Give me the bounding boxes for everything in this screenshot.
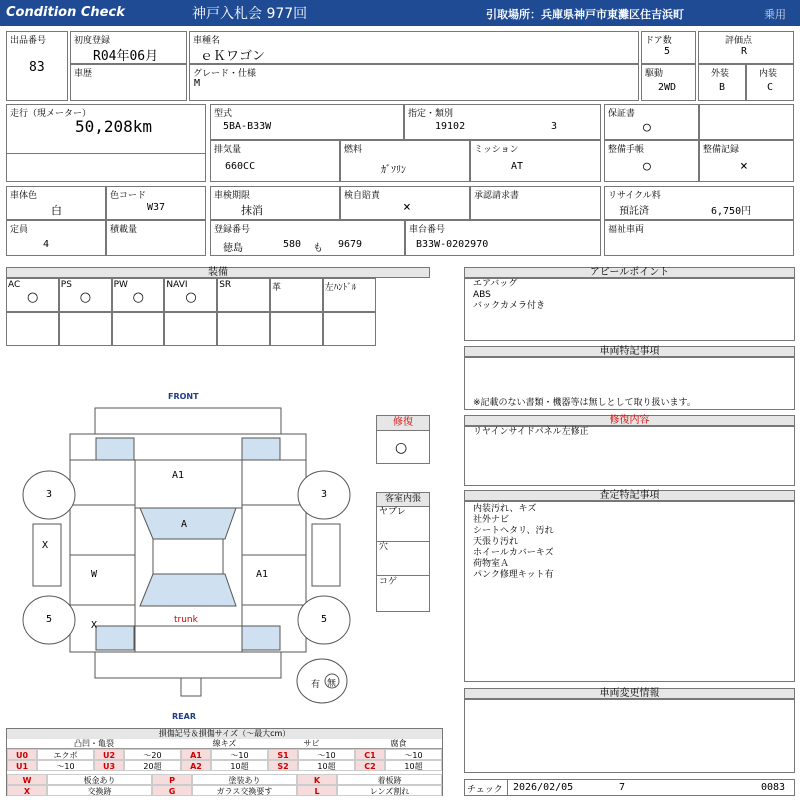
transmission-label: ミッション [474, 145, 519, 155]
header-bar [0, 0, 800, 26]
drive-cell [641, 64, 696, 101]
repair-box [376, 415, 430, 464]
interior-cell [746, 64, 794, 101]
maintenance-book-label: 整備手帳 [608, 145, 645, 155]
reg-kana: も [313, 243, 323, 254]
rear-plate [181, 678, 201, 696]
rear-left-damage: X [91, 620, 98, 631]
left-mirror-damage: X [42, 540, 49, 551]
legend-code: U2 [94, 749, 124, 760]
legend-code: U0 [7, 749, 37, 760]
recycle-cell [604, 186, 794, 220]
legend-mark-code: W [7, 774, 47, 785]
designation-label: 指定・類別 [408, 109, 454, 119]
appeal-line: エアバッグ [473, 279, 518, 289]
equipment-item-pw [112, 278, 165, 312]
cabin-box [376, 492, 430, 612]
body-color-cell [6, 186, 106, 220]
legend-group: 線キズ [181, 739, 268, 749]
inspection-line: 内装汚れ、キズ [473, 504, 537, 514]
equipment-item-革 [270, 278, 323, 312]
legend-mark-code: P [152, 774, 192, 785]
legend-code: S1 [268, 749, 298, 760]
legend-desc: 10超 [385, 760, 442, 771]
front-left-light [96, 438, 134, 460]
cabin-title: 客室内張 [377, 493, 429, 507]
inspection-line: ホイールカバーキズ [473, 548, 554, 558]
body-color-label: 車体色 [10, 191, 38, 201]
special-notes-title: 車両特記事項 [464, 346, 795, 357]
approval-cell [470, 186, 601, 220]
right-rear-door [242, 555, 306, 605]
chassis-number-label: 車台番号 [409, 225, 446, 235]
first-registration-cell [70, 31, 187, 64]
warranty-extra-cell [699, 104, 794, 140]
right-front-door [242, 505, 306, 555]
chassis-number-cell [405, 220, 601, 256]
cabin-item-tear: ヤブレ [379, 507, 406, 517]
legend-code: U3 [94, 760, 124, 771]
legend-group: 凸凹・亀裂 [7, 739, 181, 749]
mileage: 50,208km [75, 117, 153, 136]
left-rear-door-damage: W [91, 569, 98, 580]
reg-number: 9679 [338, 239, 363, 250]
front-label: FRONT [168, 392, 199, 401]
legend-mark-code: L [297, 785, 337, 796]
appeal-line: ABS [473, 290, 491, 300]
equipment-item-navi [164, 278, 217, 312]
rear-left-light [96, 626, 134, 650]
use-type: 乗用 [764, 8, 786, 21]
legend-code: S2 [268, 760, 298, 771]
legend-mark-desc: レンズ割れ [337, 785, 442, 796]
equipment-blank [112, 312, 165, 346]
lot-number-cell [6, 31, 68, 101]
hood-damage: A1 [172, 470, 185, 481]
appeal-box [464, 278, 795, 341]
body-color: 白 [51, 204, 62, 217]
legend-group: 腐食 [355, 739, 442, 749]
left-mirror [33, 524, 61, 586]
recycle-fee: 6,750円 [711, 206, 752, 217]
legend-desc: 〜10 [211, 749, 268, 760]
tax-cell [340, 186, 470, 220]
legend-desc: エクボ [37, 749, 94, 760]
displacement-label: 排気量 [214, 145, 242, 155]
rating-cell [698, 31, 794, 64]
equipment-label: 革 [272, 283, 282, 293]
legend-desc: 10超 [211, 760, 268, 771]
special-notes-text: ※記載のない書類・機器等は無しとして取り扱います。 [473, 398, 696, 408]
legend-desc: 〜10 [37, 760, 94, 771]
legend-desc: 〜20 [124, 749, 181, 760]
equipment-blank [6, 312, 59, 346]
designation-cell [404, 104, 601, 140]
tax-label: 検自賠責 [344, 191, 381, 201]
checker: 7 [619, 782, 626, 793]
equipment-label: NAVI [166, 280, 188, 290]
doors-label: ドア数 [645, 36, 672, 46]
history-label: 車歴 [74, 69, 93, 79]
maintenance-book: ○ [643, 159, 651, 174]
tire-rl-grade: 5 [46, 614, 53, 625]
fuel-cell [340, 140, 470, 182]
legend-mark-desc: 着板跡 [337, 774, 442, 785]
first-registration: R04年06月 [93, 49, 159, 64]
repair-title: 修復 [377, 416, 429, 431]
warranty: ○ [643, 120, 651, 135]
legend-mark-desc: 塗装あり [192, 774, 297, 785]
maintenance-record-cell [699, 140, 794, 182]
legend-mark-desc: 板金あり [47, 774, 152, 785]
model: 5BA-B33W [223, 121, 272, 132]
welfare-label: 福祉車両 [608, 225, 645, 235]
model-cell [210, 104, 404, 140]
doors-cell [641, 31, 696, 64]
grade: M [194, 78, 201, 89]
legend-title: 損傷記号＆損傷サイズ（〜最大cm） [7, 729, 442, 739]
legend-grid [7, 739, 442, 796]
equipment-blank [323, 312, 376, 346]
maintenance-book-cell [604, 140, 699, 182]
designation-b: 3 [551, 121, 558, 132]
transmission-cell [470, 140, 601, 182]
designation-a: 19102 [435, 121, 466, 132]
windshield [140, 508, 236, 539]
equipment-item-ps [59, 278, 112, 312]
color-code: W37 [147, 202, 166, 213]
repair-value: ○ [395, 440, 408, 456]
rating: R [741, 46, 748, 57]
cabin-item-burn: コゲ [379, 577, 398, 587]
tire-fl-grade: 3 [46, 489, 53, 500]
change-info-title: 車両変更情報 [464, 688, 795, 699]
repair-content-title: 修復内容 [464, 415, 795, 426]
car-name: ｅＫワゴン [200, 49, 266, 64]
equipment-title: 装備 [6, 267, 430, 278]
car-name-label: 車種名 [193, 36, 221, 46]
inspection-line: シートヘタリ、汚れ [473, 526, 554, 536]
cabin-item-hole: 穴 [379, 542, 389, 552]
equipment-label: 左ﾊﾝﾄﾞﾙ [324, 283, 357, 293]
legend-mark-desc: 交換跡 [47, 785, 152, 796]
left-front-fender [70, 460, 135, 505]
legend-desc: 〜10 [385, 749, 442, 760]
equipment-item-ac [6, 278, 59, 312]
exterior-label: 外装 [711, 69, 730, 79]
mileage-label: 走行（現メーター） [10, 109, 92, 119]
equipment-blank [164, 312, 217, 346]
left-front-door [70, 505, 135, 555]
hood-panel [135, 460, 242, 508]
first-registration-label: 初度登録 [74, 36, 111, 46]
legend-code: A2 [181, 760, 211, 771]
equipment-table [6, 278, 430, 346]
displacement-cell [210, 140, 340, 182]
legend-desc: 10超 [298, 760, 355, 771]
reg-region: 徳島 [223, 243, 243, 254]
interior: C [767, 82, 774, 93]
change-info-box [464, 699, 795, 773]
damage-legend [6, 728, 443, 796]
inspection-title: 査定特記事項 [464, 490, 795, 501]
drive: 2WD [658, 82, 677, 93]
registration-number-label: 登録番号 [214, 225, 251, 235]
inspection-line: 天張り汚れ [473, 537, 519, 547]
legend-group: サビ [268, 739, 355, 749]
inspection-expiry-label: 車検期限 [214, 191, 251, 201]
equipment-label: AC [8, 280, 21, 290]
header-left-title: Condition Check [6, 5, 125, 20]
equipment-label: PW [113, 280, 128, 290]
warranty-label: 保証書 [608, 109, 636, 119]
displacement: 660CC [225, 161, 256, 172]
repair-content-box [464, 426, 795, 486]
car-diagram [0, 388, 370, 723]
header-center-title: 神戸入札会 977回 [192, 6, 308, 22]
roof-inner [153, 539, 223, 574]
tire-fr-grade: 3 [321, 489, 328, 500]
legend-mark-code: G [152, 785, 192, 796]
equipment-value: ○ [27, 290, 39, 305]
inspection-box [464, 501, 795, 682]
check-label: チェック [467, 785, 503, 795]
lot-number-label: 出品番号 [10, 36, 47, 46]
equipment-label: PS [60, 280, 72, 290]
legend-code: U1 [7, 760, 37, 771]
trunk-label: trunk [174, 615, 198, 625]
rear-glass [140, 574, 236, 606]
rating-label: 評価点 [725, 36, 753, 46]
check-footer [464, 779, 795, 796]
rear-label: REAR [172, 712, 196, 721]
tax: × [403, 200, 411, 215]
capacity-label: 定員 [10, 225, 29, 235]
inspection-line: パンク修理キット有 [473, 570, 554, 580]
recycle-status: 預託済 [619, 206, 649, 217]
color-code-label: 色コード [110, 191, 147, 201]
legend-mark-code: K [297, 774, 337, 785]
warranty-cell [604, 104, 699, 140]
capacity-cell [6, 220, 106, 256]
equipment-item-sr [217, 278, 270, 312]
inspection-expiry-cell [210, 186, 340, 220]
registration-number-cell [210, 220, 405, 256]
car-name-cell [189, 31, 639, 64]
legend-code: C2 [355, 760, 385, 771]
inspection-expiry: 抹消 [241, 204, 263, 217]
grade-label: グレード・仕様 [193, 69, 257, 79]
front-right-light [242, 438, 280, 460]
color-code-cell [106, 186, 206, 220]
right-front-fender [242, 460, 306, 505]
repair-content-text: リヤインサイドパネル左修正 [473, 427, 589, 437]
history-cell [70, 64, 187, 101]
transmission: AT [511, 161, 524, 172]
legend-code: C1 [355, 749, 385, 760]
equipment-blank [270, 312, 323, 346]
approval-label: 承認請求書 [474, 191, 520, 201]
equipment-value: ○ [79, 290, 92, 305]
tire-rr-grade: 5 [321, 614, 328, 625]
legend-code: A1 [181, 749, 211, 760]
left-rear-door [70, 555, 135, 605]
recycle-label: リサイクル料 [608, 191, 661, 201]
exterior-cell [698, 64, 746, 101]
inspection-line: 荷物室Ａ [473, 559, 510, 569]
fuel-label: 燃料 [344, 145, 363, 155]
check-date: 2026/02/05 [513, 782, 574, 793]
interior-label: 内装 [759, 69, 778, 79]
exterior: B [719, 82, 726, 93]
appeal-line: バックカメラ付き [473, 301, 546, 311]
equipment-blank [217, 312, 270, 346]
check-number: 0083 [761, 782, 786, 793]
front-bumper [95, 408, 281, 434]
spare-mark: 無 [327, 679, 337, 689]
legend-desc: 〜10 [298, 749, 355, 760]
appeal-title: アピールポイント [464, 267, 795, 278]
drive-label: 駆動 [645, 69, 664, 79]
model-label: 型式 [214, 109, 233, 119]
lot-number: 83 [29, 60, 45, 75]
doors: 5 [664, 46, 671, 57]
legend-desc: 20超 [124, 760, 181, 771]
rear-right-light [242, 626, 280, 650]
mileage-cell [6, 104, 206, 182]
pickup-location: 引取場所：兵庫県神戸市東灘区住吉浜町 [486, 8, 684, 21]
chassis-number: B33W-0202970 [416, 239, 489, 250]
right-rear-door-damage: A1 [256, 569, 269, 580]
right-mirror [312, 524, 340, 586]
capacity: 4 [43, 239, 50, 250]
legend-mark-desc: ガラス交換要す [192, 785, 297, 796]
equipment-value: ○ [132, 290, 144, 305]
special-notes-box [464, 357, 795, 410]
fuel: ｶﾞｿﾘﾝ [381, 165, 406, 176]
load-label: 積載量 [110, 225, 138, 235]
equipment-item-左ﾊﾝﾄﾞﾙ [323, 278, 376, 312]
load-cell [106, 220, 206, 256]
equipment-label: SR [219, 280, 232, 290]
legend-mark-code: X [7, 785, 47, 796]
spare-label: 有 [311, 680, 321, 690]
maintenance-record: × [740, 159, 748, 174]
equipment-blank [59, 312, 112, 346]
equipment-value: ○ [185, 290, 197, 305]
windshield-damage: A [181, 519, 188, 530]
maintenance-record-label: 整備記録 [703, 145, 740, 155]
welfare-cell [604, 220, 794, 256]
reg-class: 580 [283, 239, 302, 250]
inspection-line: 社外ナビ [473, 515, 510, 525]
grade-cell [189, 64, 639, 101]
rear-bumper [95, 652, 281, 678]
